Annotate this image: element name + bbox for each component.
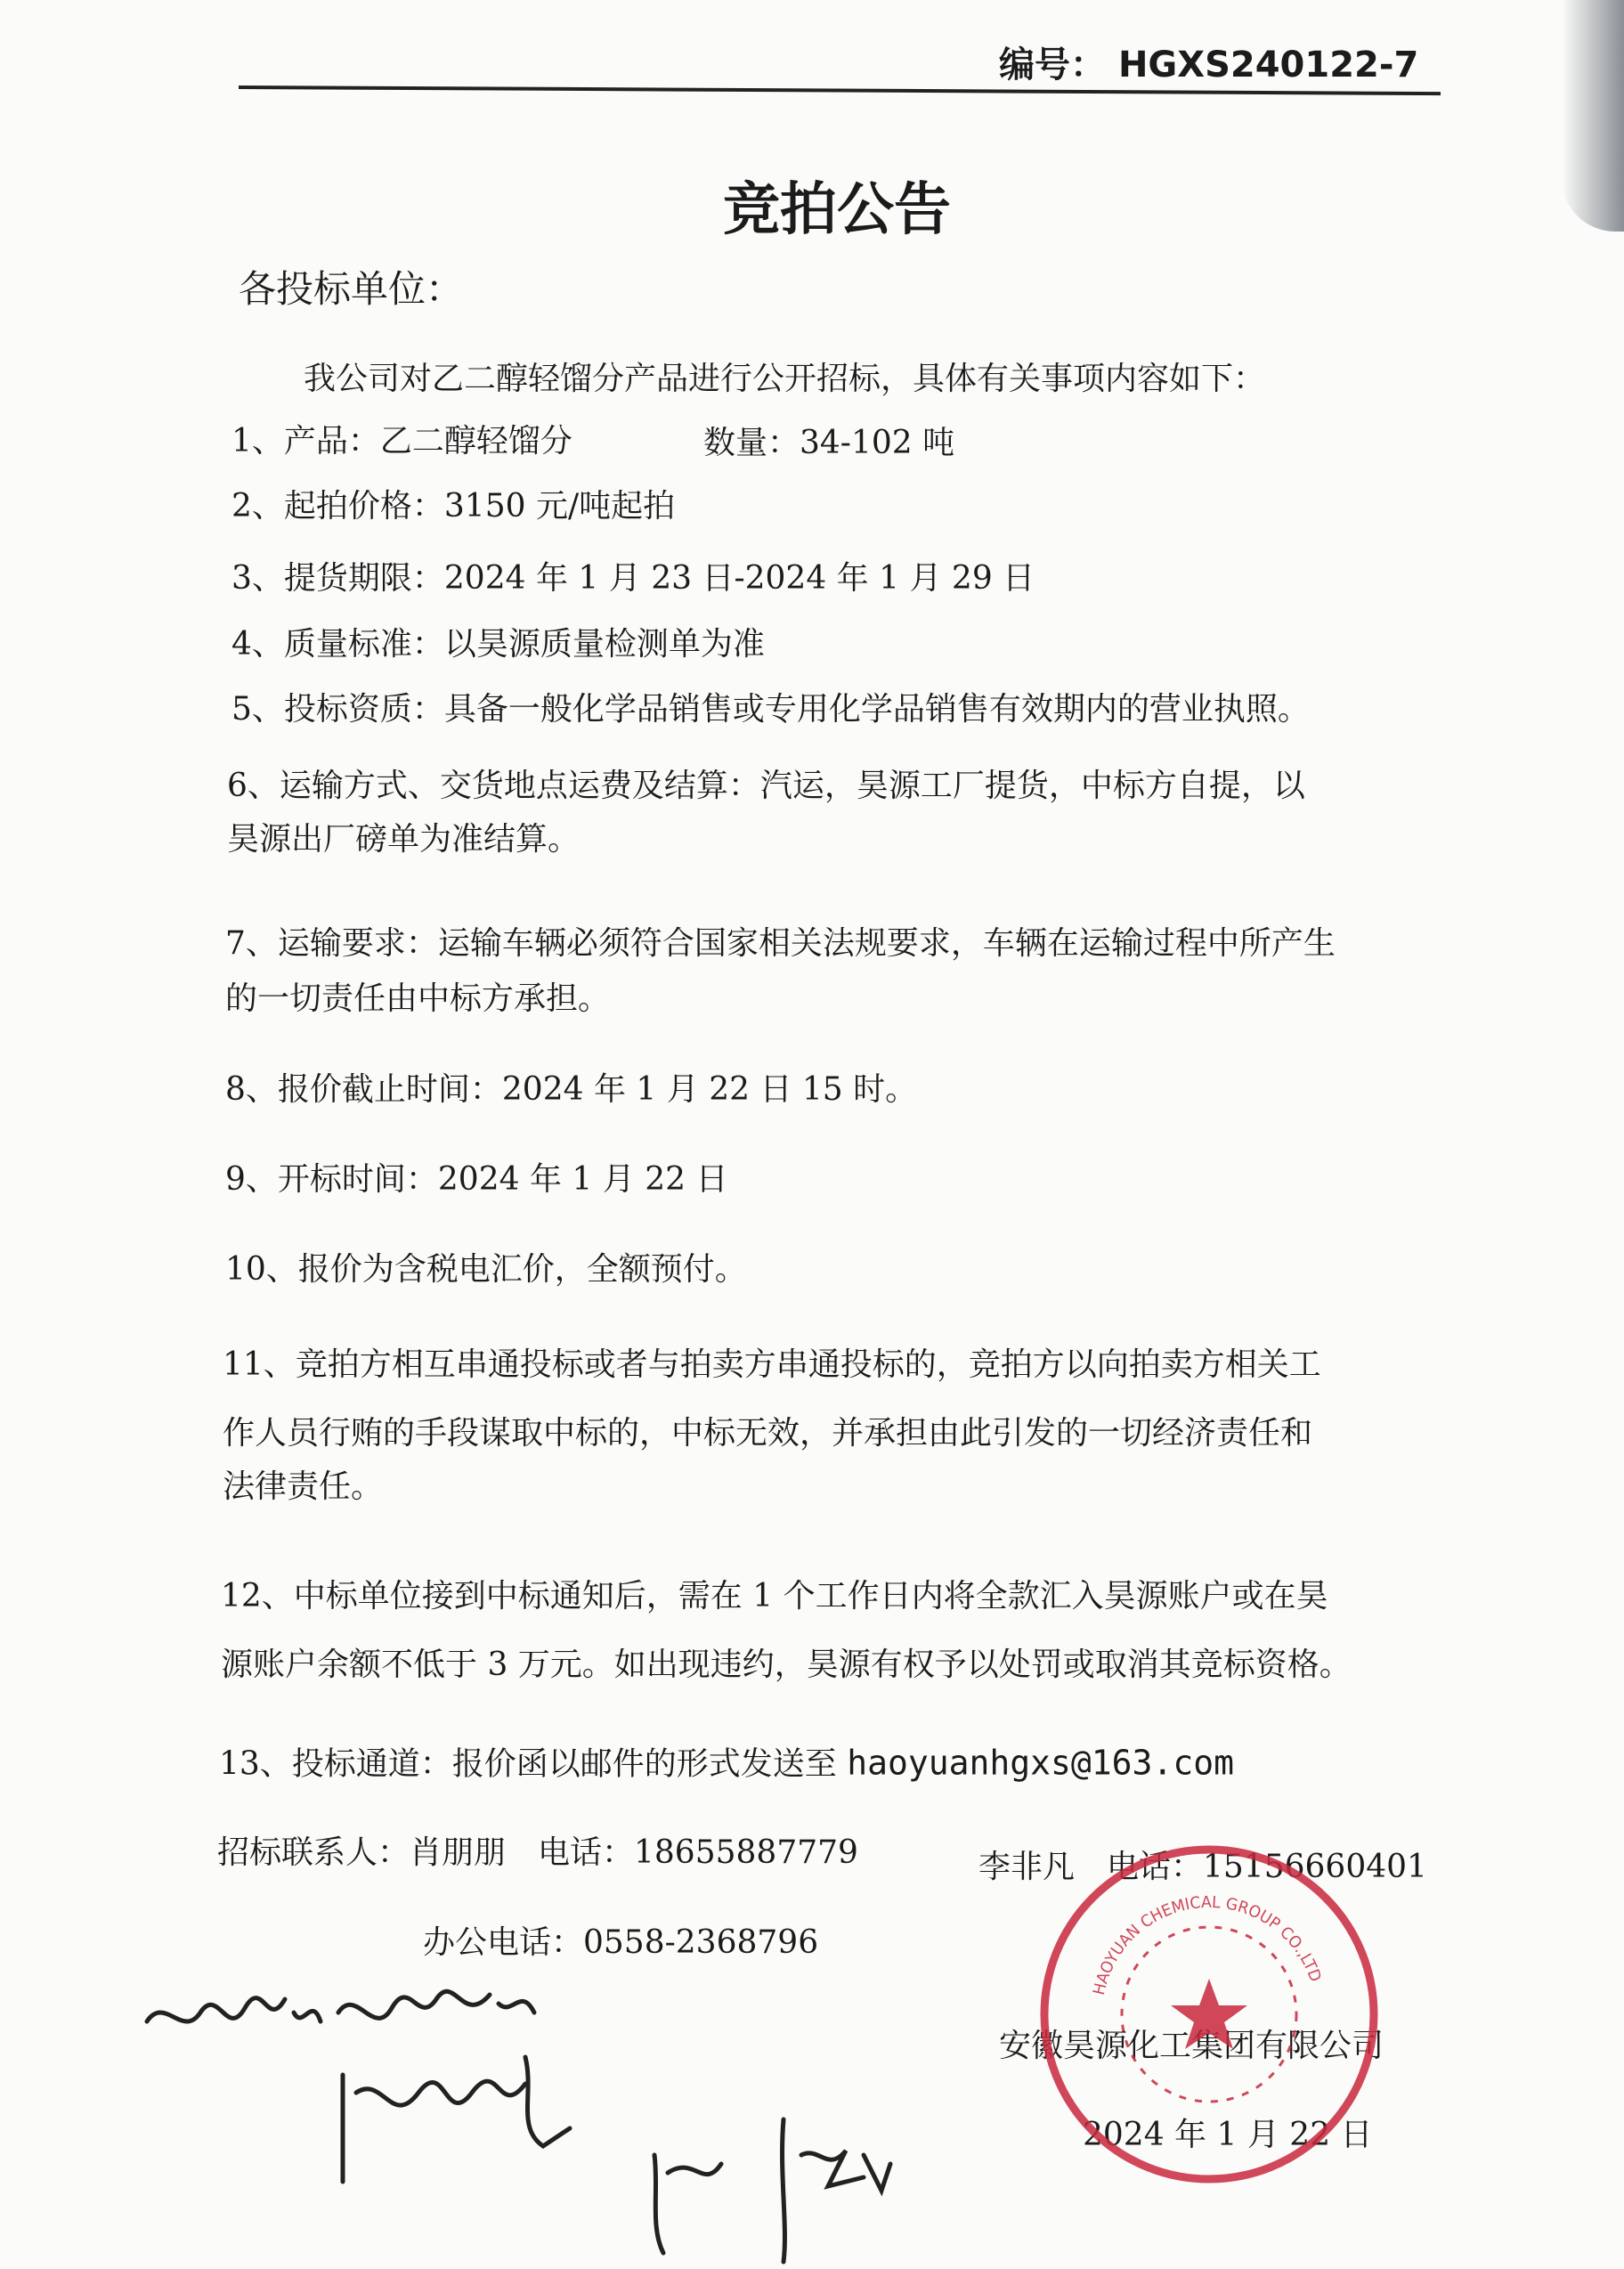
item-13 bbox=[219, 1743, 1234, 1783]
item-12-line-1: 12、中标单位接到中标通知后，需在 1 个工作日内将全款汇入昊源账户或在昊 bbox=[221, 1578, 1328, 1614]
item-5: 5、投标资质：具备一般化学品销售或专用化学品销售有效期内的营业执照。 bbox=[231, 691, 1310, 728]
item-1-quantity: 数量：34-102 吨 bbox=[703, 425, 955, 461]
company-seal bbox=[1040, 1845, 1378, 2184]
header-rule bbox=[239, 85, 1441, 95]
doc-number-value: HGXS240122-7 bbox=[1117, 45, 1419, 85]
item-13-label: 13、投标通道：报价函以邮件的形式发送至 bbox=[219, 1745, 837, 1783]
item-3: 3、提货期限：2024 年 1 月 23 日-2024 年 1 月 29 日 bbox=[231, 560, 1035, 597]
item-7-line-2: 的一切责任由中标方承担。 bbox=[225, 980, 611, 1017]
item-2: 2、起拍价格：3150 元/吨起拍 bbox=[231, 488, 676, 525]
company-name: 安徽昊源化工集团有限公司 bbox=[999, 2028, 1384, 2064]
item-4: 4、质量标准：以昊源质量检测单为准 bbox=[231, 626, 765, 663]
document-number bbox=[999, 47, 1418, 83]
item-11-line-3: 法律责任。 bbox=[223, 1468, 384, 1505]
item-6-line-1: 6、运输方式、交货地点运费及结算：汽运，昊源工厂提货，中标方自提，以 bbox=[227, 768, 1305, 804]
intro-paragraph: 我公司对乙二醇轻馏分产品进行公开招标，具体有关事项内容如下： bbox=[304, 361, 1266, 397]
item-12-line-2: 源账户余额不低于 3 万元。如出现违约，昊源有权予以处罚或取消其竞标资格。 bbox=[221, 1647, 1352, 1683]
item-11-line-1: 11、竞拍方相互串通投标或者与拍卖方串通投标的，竞拍方以向拍卖方相关工 bbox=[223, 1346, 1321, 1383]
office-phone: 办公电话：0558-2368796 bbox=[423, 1924, 819, 1961]
scan-edge-shadow bbox=[1562, 0, 1624, 232]
item-6-line-2: 昊源出厂磅单为准结算。 bbox=[227, 821, 581, 858]
item-11-line-2: 作人员行贿的手段谋取中标的，中标无效，并承担由此引发的一切经济责任和 bbox=[223, 1415, 1313, 1452]
issue-date: 2024 年 1 月 22 日 bbox=[1083, 2117, 1373, 2153]
item-10: 10、报价为含税电汇价，全额预付。 bbox=[225, 1251, 747, 1288]
email-address: haoyuanhgxs@163.com bbox=[847, 1743, 1234, 1783]
contact-primary: 招标联系人：肖朋朋 电话：18655887779 bbox=[217, 1834, 858, 1871]
contact-secondary: 李非凡 电话：15156660401 bbox=[978, 1849, 1427, 1885]
seal-text: HAOYUAN CHEMICAL GROUP CO.,LTD bbox=[1090, 1892, 1326, 1997]
item-1: 1、产品：乙二醇轻馏分 bbox=[231, 423, 572, 459]
page-title: 竞拍公告 bbox=[723, 176, 951, 243]
handwritten-signatures bbox=[125, 1977, 926, 2269]
item-7-line-1: 7、运输要求：运输车辆必须符合国家相关法规要求，车辆在运输过程中所产生 bbox=[225, 925, 1336, 962]
doc-number-label: 编号： bbox=[999, 45, 1106, 85]
item-9: 9、开标时间：2024 年 1 月 22 日 bbox=[225, 1161, 728, 1198]
salutation: 各投标单位： bbox=[239, 267, 464, 311]
item-8: 8、报价截止时间：2024 年 1 月 22 日 15 时。 bbox=[225, 1071, 918, 1108]
seal-star-icon bbox=[1171, 1979, 1247, 2049]
